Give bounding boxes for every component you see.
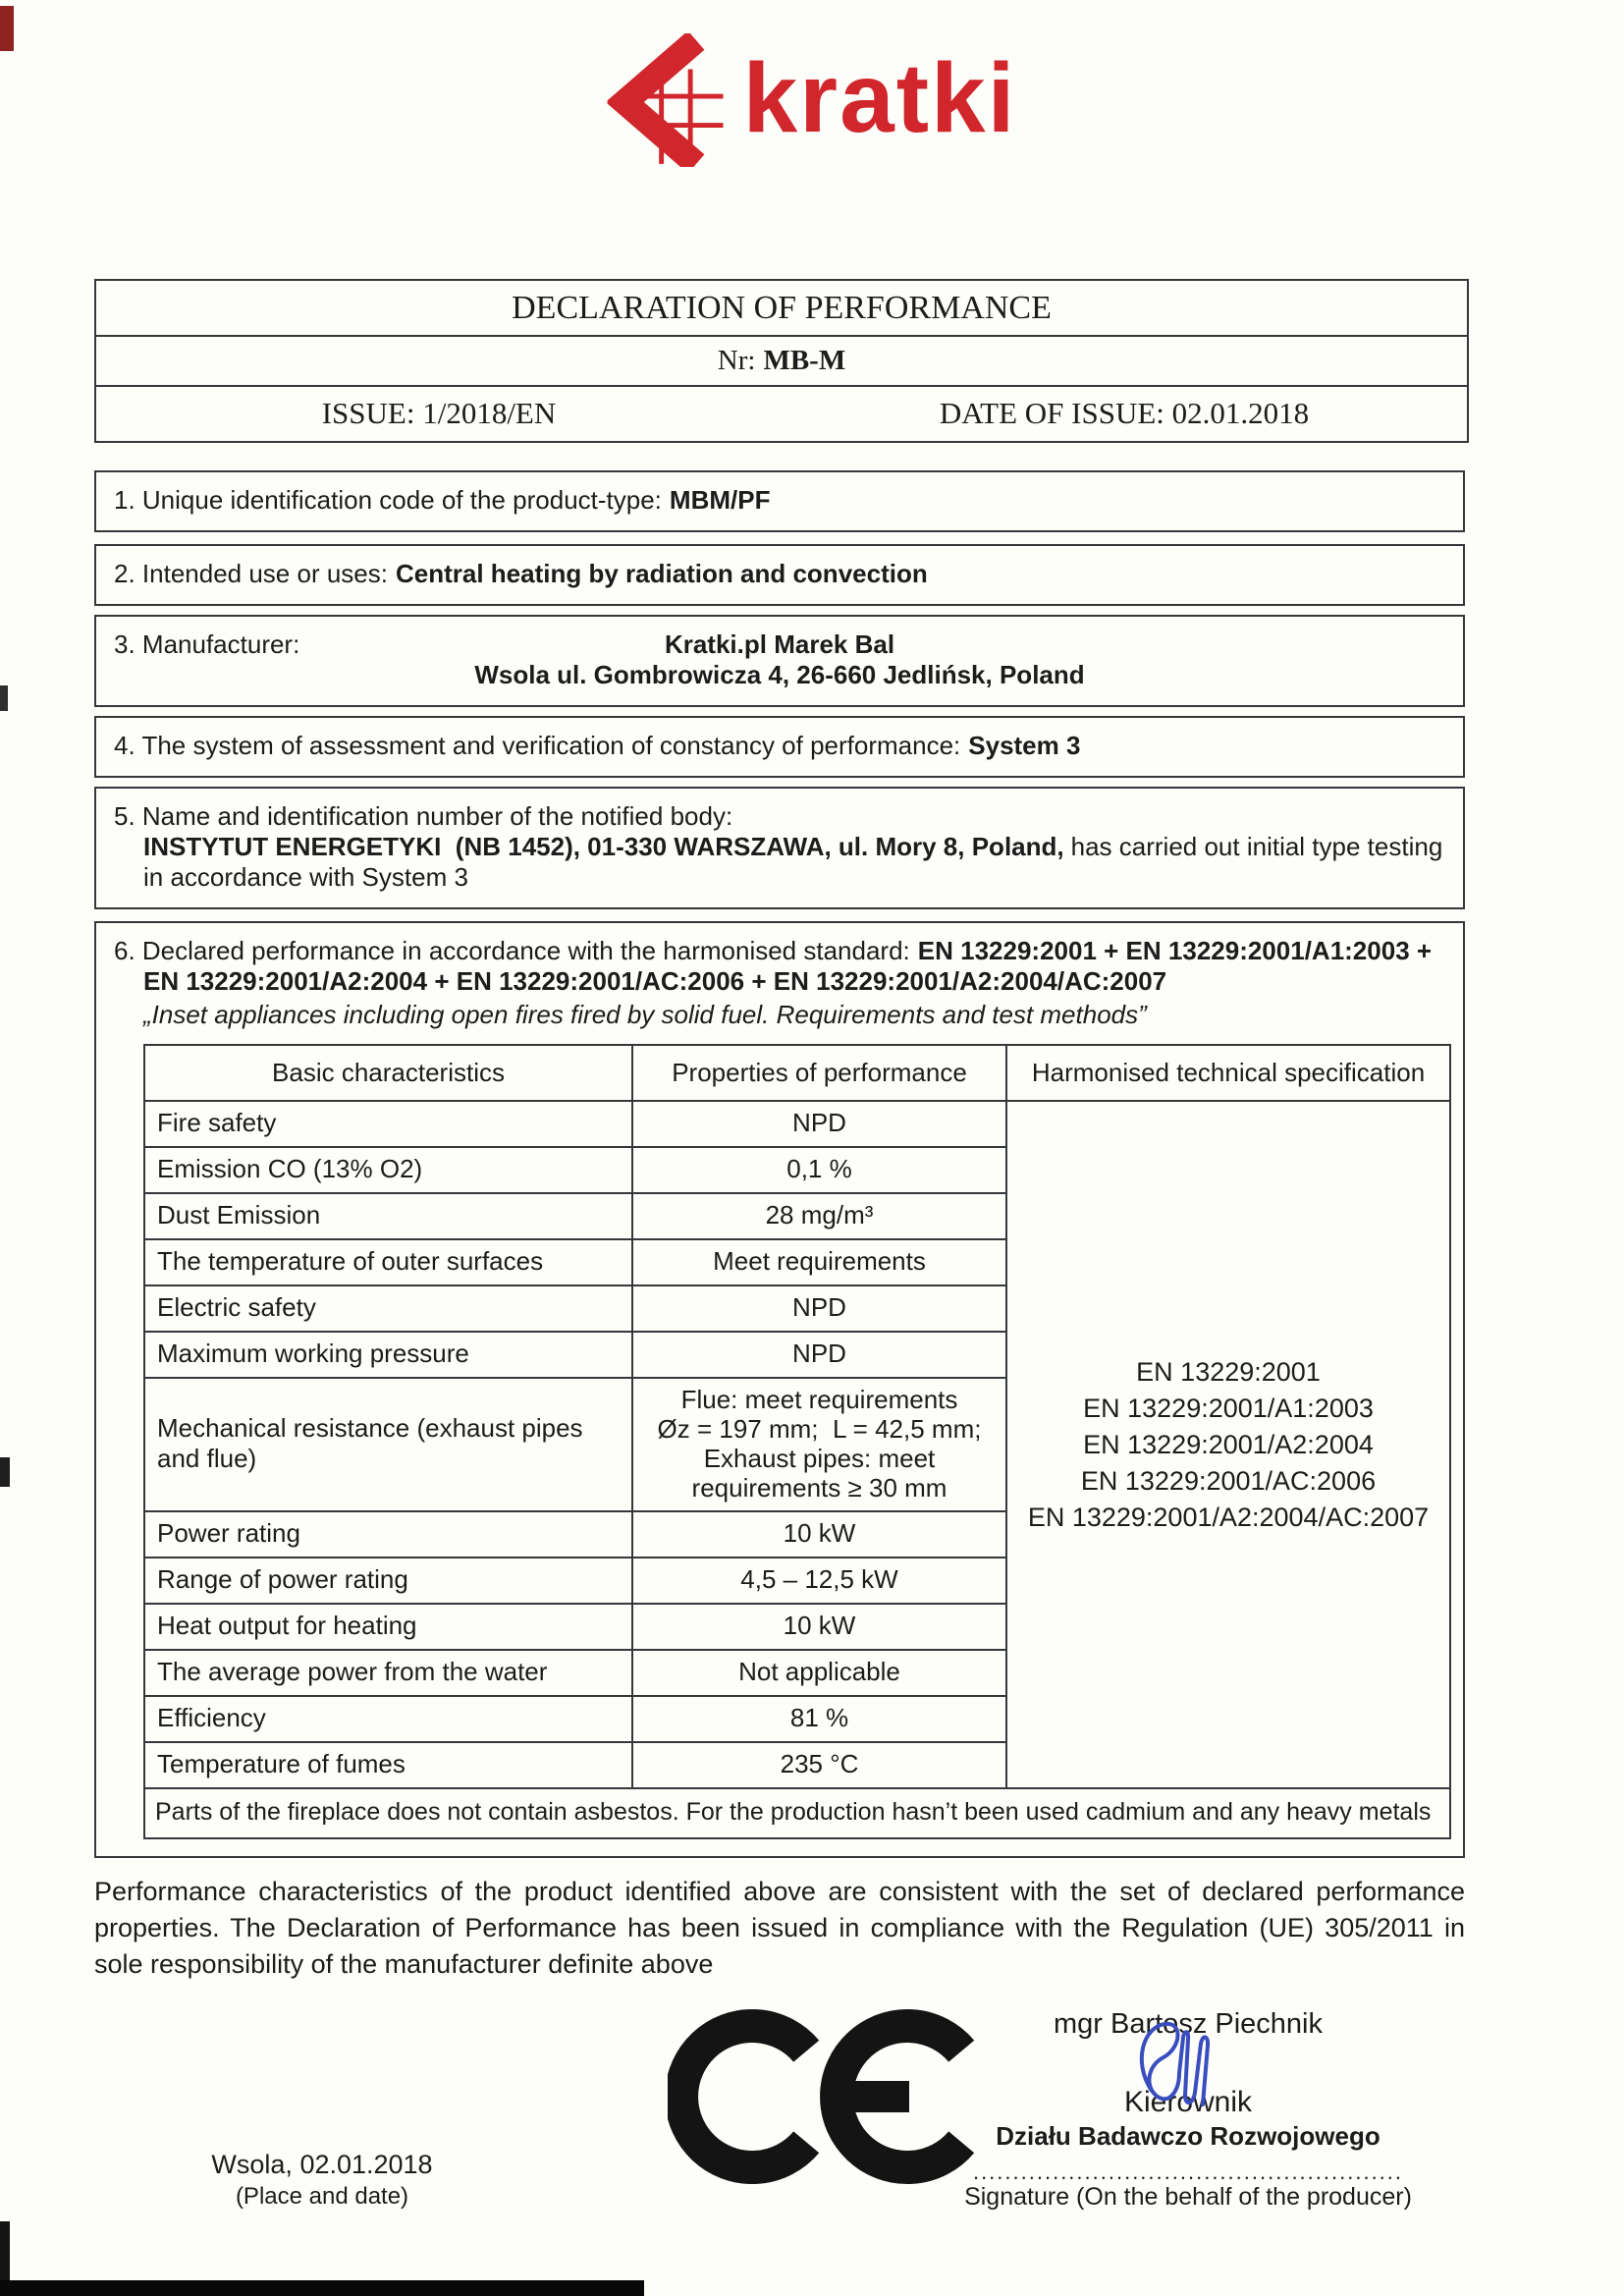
- standard-title-quote: „Inset appliances including open fires fired by solid fuel. Requirements and test methods”: [143, 1000, 1147, 1029]
- characteristic-cell: Temperature of fumes: [144, 1742, 632, 1788]
- intended-use-value: Central heating by radiation and convection: [395, 559, 928, 588]
- characteristic-cell: Fire safety: [144, 1101, 632, 1147]
- scan-artifact: [0, 2280, 644, 2296]
- declared-performance-heading: [114, 936, 1445, 997]
- manufacturer-info: [114, 629, 1445, 690]
- section-manufacturer: [94, 615, 1465, 707]
- signer-department: Działu Badawczo Rozwojowego: [996, 2121, 1380, 2151]
- characteristic-cell: Emission CO (13% O2): [144, 1147, 632, 1193]
- document-number: [96, 337, 1467, 387]
- section-1-label: 1. Unique identification code of the product-type:: [114, 485, 662, 515]
- signer-name: mgr Bartosz Piechnik: [1054, 2008, 1323, 2040]
- column-harmonised-specification: Harmonised technical specification: [1006, 1045, 1450, 1101]
- signature-line: ......................................................: [972, 2165, 1404, 2179]
- section-6-label: 6. Declared performance in accordance with the harmonised standard:: [114, 936, 910, 965]
- issue-number: ISSUE: 1/2018/EN: [321, 396, 557, 430]
- nr-value: MB-M: [763, 345, 846, 376]
- harmonised-standards: EN 13229:2001 + EN 13229:2001/A1:2003 + EN 13229:2001/A2:2004 + EN 13229:2001/AC:2006 + EN 13229:2001/A2:2004/AC:2007: [143, 936, 1433, 996]
- section-intended-use: [94, 544, 1465, 606]
- header-issue-row: [96, 387, 1467, 441]
- notified-body-name: INSTYTUT ENERGETYKI (NB 1452), 01-330 WARSZAWA, ul. Mory 8, Poland,: [143, 832, 1064, 861]
- characteristic-cell: Range of power rating: [144, 1558, 632, 1604]
- performance-table-header-row: [144, 1045, 1450, 1101]
- scan-artifact: [0, 1457, 10, 1487]
- column-properties-of-performance: Properties of performance: [632, 1045, 1006, 1101]
- performance-value-cell: Not applicable: [632, 1650, 1006, 1696]
- characteristic-cell: Maximum working pressure: [144, 1332, 632, 1378]
- performance-value-cell: Meet requirements: [632, 1239, 1006, 1285]
- kratki-logo-text: kratki: [742, 43, 1017, 153]
- scan-artifact: [0, 2221, 10, 2280]
- handwritten-signature: [1124, 2014, 1242, 2122]
- performance-value-cell: 10 kW: [632, 1604, 1006, 1650]
- performance-value-cell: 235 °C: [632, 1742, 1006, 1788]
- notified-body-rest: has carried out initial type testing in accordance with System 3: [143, 832, 1443, 892]
- characteristic-cell: Electric safety: [144, 1285, 632, 1332]
- characteristic-cell: The average power from the water: [144, 1650, 632, 1696]
- characteristic-cell: Efficiency: [144, 1696, 632, 1742]
- performance-value-cell: 28 mg/m³: [632, 1193, 1006, 1239]
- performance-value-cell: 10 kW: [632, 1511, 1006, 1558]
- signature-block: [933, 2008, 1443, 2212]
- characteristic-cell: The temperature of outer surfaces: [144, 1239, 632, 1285]
- assessment-system-value: System 3: [968, 731, 1081, 760]
- section-4-label: 4. The system of assessment and verification of constancy of performance:: [114, 731, 961, 760]
- scan-artifact: [0, 685, 8, 711]
- performance-value-cell: 4,5 – 12,5 kW: [632, 1558, 1006, 1604]
- section-notified-body: [94, 787, 1465, 909]
- kratki-logo: [608, 33, 1017, 167]
- notified-body-text: [143, 832, 1445, 893]
- place-date-caption: (Place and date): [235, 2183, 409, 2210]
- kratki-grid-icon: [608, 33, 724, 167]
- characteristic-cell: Mechanical resistance (exhaust pipes and flue): [144, 1378, 632, 1511]
- manufacturer-name: Kratki.pl Marek Bal: [664, 629, 895, 659]
- performance-value-cell: NPD: [632, 1285, 1006, 1332]
- performance-value-cell: NPD: [632, 1332, 1006, 1378]
- characteristic-cell: Heat output for heating: [144, 1604, 632, 1650]
- signature-caption: Signature (On the behalf of the producer): [964, 2183, 1412, 2211]
- performance-value-cell: 0,1 %: [632, 1147, 1006, 1193]
- performance-value-cell: NPD: [632, 1101, 1006, 1147]
- section-assessment-system: [94, 716, 1465, 778]
- header-box: [94, 279, 1469, 443]
- closing-paragraph: Performance characteristics of the product identified above are consistent with the set of declared performance properties. The Declaration of Performance has been issued in compliance with the Regulation (UE) 305/2011 in sole responsibility of the manufacturer definite above: [94, 1877, 1465, 1979]
- asbestos-note-row: [144, 1788, 1450, 1838]
- section-5-label: 5. Name and identification number of the notified body:: [114, 801, 733, 831]
- performance-table: [143, 1044, 1451, 1839]
- section-2-label: 2. Intended use or uses:: [114, 559, 388, 588]
- scan-artifact: [0, 6, 14, 51]
- section-3-label: 3. Manufacturer:: [114, 629, 300, 659]
- date-of-issue: DATE OF ISSUE: 02.01.2018: [939, 396, 1310, 430]
- signer-role: Kierownik: [1123, 2086, 1253, 2118]
- characteristic-cell: Dust Emission: [144, 1193, 632, 1239]
- performance-value-cell: 81 %: [632, 1696, 1006, 1742]
- performance-row: [144, 1101, 1450, 1147]
- harmonised-specification-cell: EN 13229:2001 EN 13229:2001/A1:2003 EN 13229:2001/A2:2004 EN 13229:2001/AC:2006 EN 13229:2001/A2:2004/AC:2007: [1006, 1101, 1450, 1788]
- product-type-value: MBM/PF: [669, 485, 771, 515]
- section-product-type: [94, 470, 1465, 532]
- place-and-date: [155, 2150, 489, 2211]
- manufacturer-address: Wsola ul. Gombrowicza 4, 26-660 Jedlińsk, Poland: [474, 660, 1085, 689]
- asbestos-note: Parts of the fireplace does not contain asbestos. For the production hasn’t been used cadmium and any heavy metals: [144, 1788, 1450, 1838]
- place-date-value: Wsola, 02.01.2018: [211, 2150, 433, 2179]
- performance-value-cell: Flue: meet requirements Øz = 197 mm; L = 42,5 mm; Exhaust pipes: meet requirements ≥ 30 mm: [632, 1378, 1006, 1511]
- column-basic-characteristics: Basic characteristics: [144, 1045, 632, 1101]
- nr-label: Nr:: [717, 345, 756, 376]
- footer-area: [0, 1983, 1624, 2296]
- document-title: DECLARATION OF PERFORMANCE: [96, 281, 1467, 337]
- section-declared-performance: [94, 921, 1465, 1858]
- characteristic-cell: Power rating: [144, 1511, 632, 1558]
